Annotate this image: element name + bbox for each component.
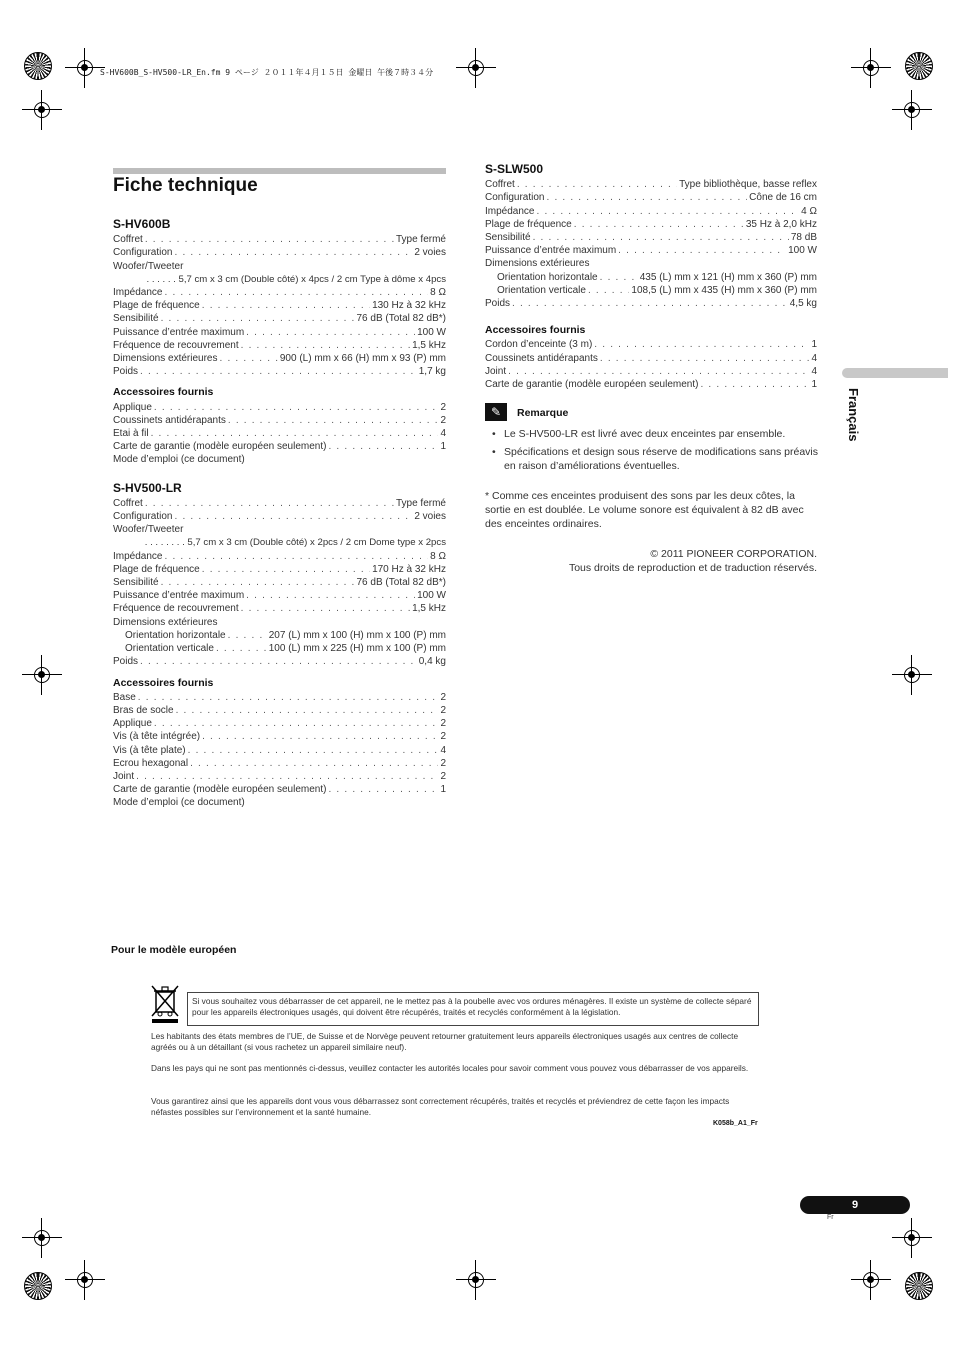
language-tab-bar <box>842 368 948 378</box>
registration-mark <box>65 1260 105 1300</box>
accessory-row: Vis (à tête plate) . . . 4 <box>113 744 446 757</box>
list-item: • Le S-HV500-LR est livré avec deux enceintes par ensemble. <box>485 427 820 441</box>
model-heading: S-HV600B <box>113 217 171 231</box>
model-heading: S-HV500-LR <box>113 480 182 495</box>
weee-paragraph: Vous garantirez ainsi que les appareils dont vous vous débarrassez sont correctement récupérés, traités et recyclés et préviendrez de cette façon les impacts néfastes possibles sur l’environnement et la santé humaine. <box>151 1096 730 1117</box>
registration-mark <box>851 48 891 88</box>
spec-row: Orientation horizontale . . . 207 (L) mm x 100 (H) mm x 100 (P) mm <box>113 629 446 642</box>
spec-row: Coffret . . . Type fermé <box>113 497 446 510</box>
print-target-icon <box>24 1272 52 1300</box>
spec-row: Fréquence de recouvrement . . . 1,5 kHz <box>113 339 446 352</box>
spec-row: Sensibilité . . . 78 dB <box>485 231 817 244</box>
accessory-row: Bras de socle . . . 2 <box>113 704 446 717</box>
accessory-row: Vis (à tête intégrée) . . . 2 <box>113 730 446 743</box>
accessory-row: Ecrou hexagonal . . . 2 <box>113 757 446 770</box>
spec-row: Configuration . . . 2 voies <box>113 246 446 259</box>
spec-row: Impédance . . . 8 Ω <box>113 550 446 563</box>
copyright-line: © 2011 PIONEER CORPORATION. <box>650 548 817 560</box>
registration-mark <box>22 1218 62 1258</box>
spec-row: Coffret . . . Type bibliothèque, basse reflex <box>485 178 817 191</box>
registration-mark <box>22 655 62 695</box>
page-language: Fr <box>827 1214 834 1221</box>
file-header: S-HV600B_S-HV500-LR_En.fm 9 ページ ２０１１年４月１５日 金曜日 午後７時３４分 <box>100 68 434 77</box>
spec-row: Puissance d’entrée maximum . . . 100 W <box>113 589 446 602</box>
accessory-row: Carte de garantie (modèle européen seulement) . . . 1 <box>113 783 446 796</box>
note-title: Remarque <box>517 407 569 419</box>
spec-value: . . . . . . 5,7 cm x 3 cm (Double côté) x 4pcs / 2 cm Type à dôme x 4pcs <box>146 273 446 285</box>
weee-paragraph: Dans les pays qui ne sont pas mentionnés ci-dessus, veuillez contacter les autorités locales pour savoir comment vous pouvez vous débarrasser de vos appareils. <box>151 1063 749 1073</box>
accessories-heading: Accessoires fournis <box>113 676 214 689</box>
page-title: Fiche technique <box>113 175 258 196</box>
weee-paragraph: Les habitants des états membres de l’UE, de Suisse et de Norvège peuvent retourner gratuitement leurs appareils électroniques usagés aux centres de collecte agréés ou à un détaillant (si vous rachetez un appareil similaire neuf). <box>151 1031 739 1052</box>
spec-label: Dimensions extérieures <box>113 616 218 628</box>
language-tab-label: Français <box>846 388 861 442</box>
accessory-row: Carte de garantie (modèle européen seulement) . . . 1 <box>485 378 817 391</box>
spec-row: Plage de fréquence . . . 35 Hz à 2,0 kHz <box>485 218 817 231</box>
spec-row: Puissance d’entrée maximum . . . 100 W <box>485 244 817 257</box>
registration-mark <box>456 1260 496 1300</box>
page-number: 9 <box>800 1196 910 1214</box>
spec-row: Coffret . . . Type fermé <box>113 233 446 246</box>
spec-label: Woofer/Tweeter <box>113 524 184 536</box>
accessories-heading: Accessoires fournis <box>485 324 586 337</box>
title-bar <box>113 168 446 174</box>
document-code: K058b_A1_Fr <box>713 1120 758 1127</box>
spec-row: Puissance d’entrée maximum . . . 100 W <box>113 326 446 339</box>
note-list <box>485 427 820 477</box>
accessory-item: Mode d’emploi (ce document) <box>113 797 245 809</box>
registration-mark <box>892 90 932 130</box>
spec-row: Orientation verticale . . . 100 (L) mm x 225 (H) mm x 100 (P) mm <box>113 642 446 655</box>
spec-row: Poids . . . 0,4 kg <box>113 655 446 668</box>
weee-notice-box: Si vous souhaitez vous débarrasser de cet appareil, ne le mettez pas à la poubelle avec vos ordures ménagères. Il existe un système de collecte séparé pour les appareils électroniques usagés, qui doivent être récupérés, traités et recyclés conformément à la législation. <box>187 992 759 1026</box>
accessory-row: Etai à fil . . . 4 <box>113 427 446 440</box>
accessory-row: Coussinets antidérapants . . . 4 <box>485 352 817 365</box>
spec-label: Woofer/Tweeter <box>113 260 184 272</box>
registration-mark <box>851 1260 891 1300</box>
registration-mark <box>892 1218 932 1258</box>
spec-row: Fréquence de recouvrement . . . 1,5 kHz <box>113 602 446 615</box>
copyright <box>485 547 817 575</box>
spec-row: Impédance . . . 8 Ω <box>113 286 446 299</box>
spec-label: Dimensions extérieures <box>485 258 590 270</box>
spec-row: Dimensions extérieures . . . 900 (L) mm x 66 (H) mm x 93 (P) mm <box>113 352 446 365</box>
spec-row: Poids . . . 1,7 kg <box>113 365 446 378</box>
spec-row: Configuration . . . 2 voies <box>113 510 446 523</box>
accessory-row: Applique . . . 2 <box>113 717 446 730</box>
left-column <box>113 218 446 810</box>
spec-row: Impédance . . . 4 Ω <box>485 205 817 218</box>
spec-row: Orientation verticale . . . 108,5 (L) mm x 435 (H) mm x 360 (P) mm <box>485 284 817 297</box>
registration-mark <box>22 90 62 130</box>
section-heading: Pour le modèle européen <box>111 944 237 956</box>
accessory-row: Coussinets antidérapants . . . 2 <box>113 414 446 427</box>
accessory-row: Joint . . . 2 <box>113 770 446 783</box>
accessory-row: Joint . . . 4 <box>485 365 817 378</box>
spec-row: Poids . . . 4,5 kg <box>485 297 817 310</box>
crossed-bin-icon <box>150 984 180 1024</box>
right-column <box>485 163 817 391</box>
accessory-row: Carte de garantie (modèle européen seulement) . . . 1 <box>113 440 446 453</box>
print-target-icon <box>905 52 933 80</box>
registration-mark <box>456 48 496 88</box>
spec-row: Orientation horizontale . . . 435 (L) mm x 121 (H) mm x 360 (P) mm <box>485 271 817 284</box>
print-target-icon <box>24 52 52 80</box>
accessories-heading: Accessoires fournis <box>113 386 214 399</box>
print-target-icon <box>905 1272 933 1300</box>
copyright-line: Tous droits de reproduction et de traduction réservés. <box>568 562 817 574</box>
pencil-note-icon: ✎ <box>485 403 507 421</box>
accessory-item: Mode d’emploi (ce document) <box>113 454 245 466</box>
spec-row: Plage de fréquence . . . 130 Hz à 32 kHz <box>113 299 446 312</box>
spec-row: Configuration . . . Cône de 16 cm <box>485 191 817 204</box>
registration-mark <box>65 48 105 88</box>
spec-row: Plage de fréquence . . . 170 Hz à 32 kHz <box>113 563 446 576</box>
spec-row: Sensibilité . . . 76 dB (Total 82 dB*) <box>113 312 446 325</box>
list-item: • Spécifications et design sous réserve de modifications sans préavis en raison d’améliorations éventuelles. <box>485 445 820 473</box>
accessory-row: Base . . . 2 <box>113 691 446 704</box>
model-heading: S-SLW500 <box>485 162 544 176</box>
accessory-row: Cordon d’enceinte (3 m) . . . 1 <box>485 338 817 351</box>
footnote: * Comme ces enceintes produisent des sons par les deux côtes, la sortie en est doublée. Le volume sonore est équivalent à 82 dB avec des enceintes ordinaires. <box>485 490 804 530</box>
registration-mark <box>892 655 932 695</box>
spec-row: Sensibilité . . . 76 dB (Total 82 dB*) <box>113 576 446 589</box>
spec-value: . . . . . . . . 5,7 cm x 3 cm (Double côté) x 2pcs / 2 cm Dome type x 2pcs <box>144 537 446 549</box>
accessory-row: Applique . . . 2 <box>113 401 446 414</box>
